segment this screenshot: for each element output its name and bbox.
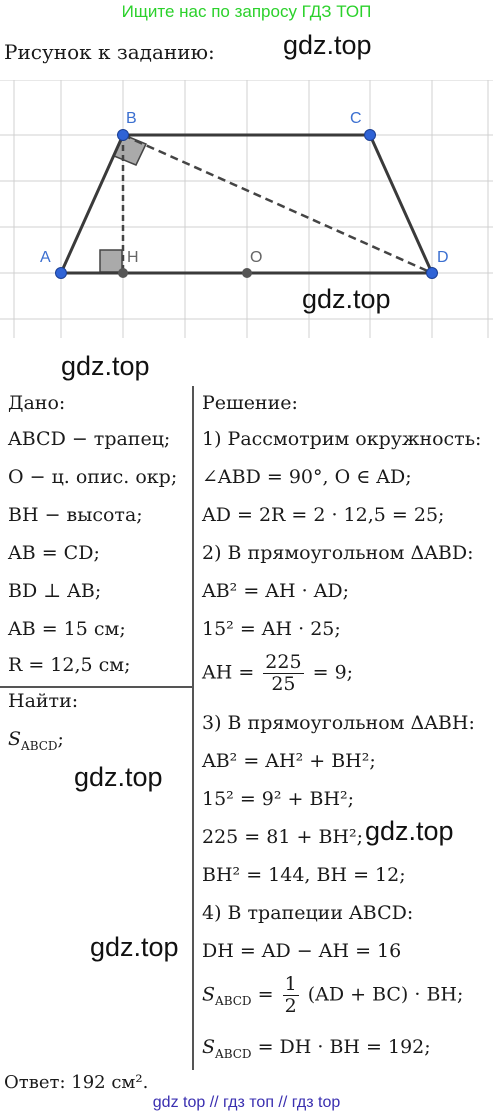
fraction-line-area [202, 974, 463, 1017]
right-angle-mark-b [114, 135, 146, 165]
given-line: O − ц. опис. окр; [8, 466, 178, 488]
fraction-left: AH = [202, 661, 255, 684]
column-divider [192, 386, 194, 1070]
solution-line: BH² = 144, BH = 12; [202, 864, 406, 886]
fraction-numerator: 1 [284, 973, 297, 995]
given-line: BH − высота; [8, 504, 143, 526]
grid [0, 80, 493, 338]
solution-line: 15² = AH · 25; [202, 618, 341, 640]
area-subscript: ABCD [215, 994, 252, 1009]
label-h: H [127, 249, 139, 266]
fraction-right: = 9; [312, 661, 354, 684]
given-line: AB = 15 см; [8, 618, 126, 640]
watermark: gdz.top [74, 762, 163, 792]
watermark: gdz.top [90, 932, 179, 962]
final-area-line [202, 1036, 431, 1061]
label-a: A [40, 249, 51, 266]
solution-line: 1) Рассмотрим окружность: [202, 428, 482, 450]
find-title: Найти: [8, 690, 79, 712]
fraction [283, 974, 299, 1017]
right-angle-mark-h [100, 250, 122, 272]
solution-line: 2) В прямоугольном ΔABD: [202, 542, 474, 564]
solution-line: 4) В трапеции ABCD: [202, 902, 414, 924]
solution-line: AB² = AH · AD; [202, 580, 350, 602]
area-symbol: S [8, 728, 22, 750]
watermark: gdz.top [283, 30, 372, 60]
fraction-right: (AD + BC) · BH; [307, 983, 464, 1006]
trapezoid-figure [0, 80, 493, 338]
label-d: D [437, 249, 449, 266]
point-c [365, 130, 376, 141]
answer: Ответ: 192 см². [4, 1072, 149, 1093]
solution-line: 3) В прямоугольном ΔABH: [202, 712, 475, 734]
diagonal-bd [123, 135, 432, 273]
point-d [427, 268, 438, 279]
point-o [242, 268, 252, 278]
footer-links[interactable]: gdz top // гдз топ // гдз top [152, 1094, 341, 1111]
given-title: Дано: [8, 392, 66, 414]
figure-title: Рисунок к заданию: [4, 40, 215, 64]
watermark: gdz.top [365, 816, 454, 846]
find-line [8, 728, 64, 753]
area-symbol: S [202, 983, 216, 1006]
label-o: O [250, 249, 263, 266]
given-line: R = 12,5 см; [8, 654, 131, 676]
fraction [263, 652, 303, 695]
fraction-denominator: 2 [284, 994, 297, 1017]
solution-line: DH = AD − AH = 16 [202, 940, 402, 962]
given-find-divider [0, 686, 193, 688]
solution-line: 225 = 81 + BH²; [202, 826, 363, 848]
solution-title: Решение: [202, 392, 298, 414]
area-subscript: ABCD [21, 738, 58, 753]
fraction-denominator: 25 [271, 672, 296, 695]
fraction-numerator: 225 [265, 651, 302, 673]
solution-line: AB² = AH² + BH²; [202, 750, 376, 772]
solution-line: ∠ABD = 90°, O ∈ AD; [202, 466, 412, 488]
area-symbol: S [202, 1036, 216, 1058]
given-line: ABCD − трапец; [8, 428, 171, 450]
equals-sign: = [257, 983, 274, 1006]
given-line: BD ⊥ AB; [8, 580, 102, 602]
watermark: gdz.top [302, 284, 391, 314]
area-subscript: ABCD [215, 1046, 252, 1061]
watermark: gdz.top [61, 351, 150, 381]
fraction-line-ah [202, 652, 353, 695]
point-a [56, 268, 67, 279]
point-b [118, 130, 129, 141]
solution-line: AD = 2R = 2 · 12,5 = 25; [202, 504, 445, 526]
search-banner: Ищите нас по запросу ГДЗ ТОП [121, 2, 372, 21]
point-h [118, 268, 128, 278]
given-line: AB = CD; [8, 542, 100, 564]
label-b: B [126, 110, 137, 127]
find-tail: ; [57, 728, 64, 750]
final-area-right: = DH · BH = 192; [257, 1036, 431, 1058]
label-c: C [350, 110, 362, 127]
solution-line: 15² = 9² + BH²; [202, 788, 355, 810]
